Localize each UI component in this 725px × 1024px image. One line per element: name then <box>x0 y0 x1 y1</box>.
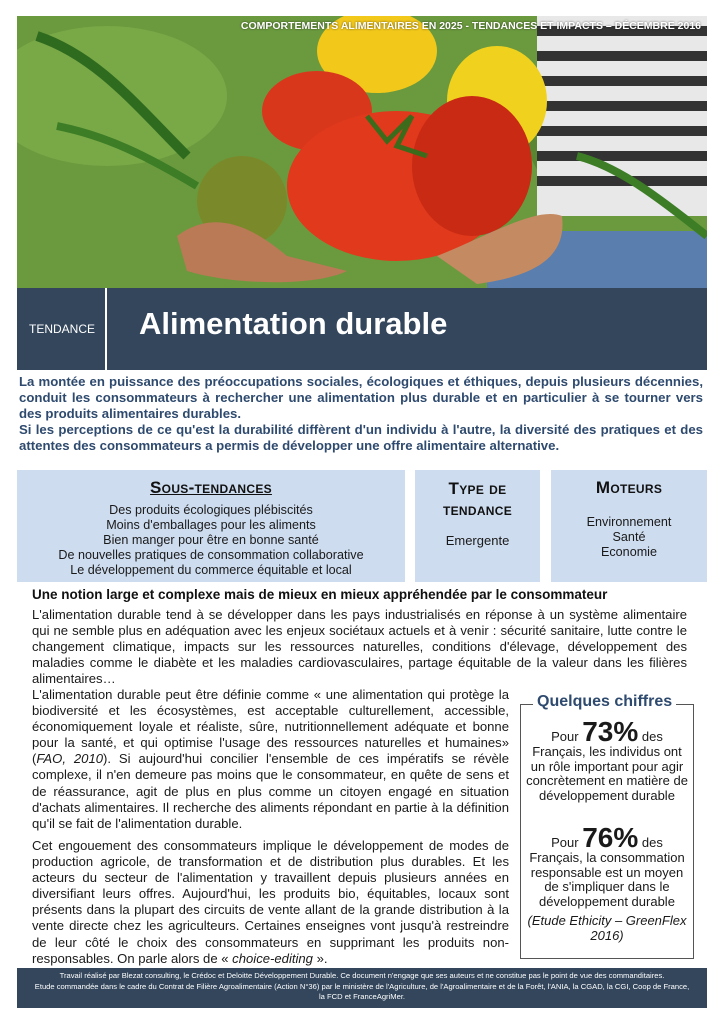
type-tendance-box <box>415 470 540 582</box>
section-heading: Une notion large et complexe mais de mieux en mieux appréhendée par le consommateur <box>32 587 608 602</box>
running-header: COMPORTEMENTS ALIMENTAIRES EN 2025 - TENDANCES ET IMPACTS – DÉCEMBRE 2016 <box>240 20 701 32</box>
key-figures-source: (Etude Ethicity – GreenFlex 2016) <box>527 913 687 943</box>
category-label: TENDANCE <box>29 322 96 336</box>
article-paragraph-3-text-b: ». <box>312 950 328 966</box>
article-paragraph-3-text-a: Cet engouement des consommateurs implique le développement de modes de production agricole, de transformation et de distribution plus durables. Et les acteurs du secteur de l'alimentation y travaillent depuis plusieurs années en diversifiant leurs offres. Aujourd'hui, les produits bio, équitables, locaux sont présents dans la plupart des circuits de vente allant de la grande distribution à la vente directe chez les agriculteurs. Certaines enseignes vont jusqu'à restreindre de leur côté le choix des consommateurs en supprimant les produits non-responsables. On parle alors de « <box>32 838 509 966</box>
key-figures-title: Quelques chiffres <box>533 693 676 711</box>
intro-paragraph-2: Si les perceptions de ce qu'est la durabilité diffèrent d'un individu à l'autre, la diversité des pratiques et des attentes des consommateurs a permis de développer une offre alimentaire alternative. <box>19 422 703 453</box>
title-bar <box>17 288 707 370</box>
intro-paragraph-1: La montée en puissance des préoccupations sociales, écologiques et éthiques, depuis plusieurs décennies, conduit les consommateurs à rechercher une alimentation plus durable et en particulier à se tourner vers des produits alimentaires durables. <box>19 374 703 421</box>
hero-photo <box>17 16 707 288</box>
tomatoes-illustration <box>17 16 707 288</box>
footer-line-1: Travail réalisé par Blezat consulting, le Crédoc et Deloitte Développement Durable. Ce document n'engage que ses auteurs et ne constitue pas le point de vue des commanditaires. <box>59 971 665 980</box>
key-figure-2 <box>525 822 689 909</box>
title-divider <box>105 288 107 370</box>
page-title: Alimentation durable <box>139 306 448 341</box>
moteurs-box <box>551 470 707 582</box>
type-tendance-title <box>415 478 540 520</box>
choice-editing-term: choice-editing <box>232 950 313 966</box>
footer-line-2: Etude commandée dans le cadre du Contrat de Filière Agroalimentaire (Action N°36) par le ministère de l'Agriculture, de l'Agroalimentaire et de la Forêt, l'ANIA, la CGAD, la CGI, Coop de France, <box>34 981 690 991</box>
sous-tendance-item: Bien manger pour être en bonne santé <box>103 533 319 547</box>
article-paragraph-2-text-a: L'alimentation durable peut être définie comme « une alimentation qui protège la biodiversité et les écosystèmes, est acceptable culturellement, accessible, économiquement loyale et réaliste, sûre, nutritionnellement adéquate et bonne pour la santé, et qui optimise l'usage des ressources naturelles et humaines» ( <box>32 687 509 767</box>
sous-tendance-item: Le développement du commerce équitable et local <box>70 563 352 577</box>
sous-tendances-box <box>17 470 405 582</box>
article-paragraph-1: L'alimentation durable tend à se développer dans les pays industrialisés en réponse à un système alimentaire qui ne semble plus en adéquation avec les enjeux sociétaux actuels et à venir : sécurité sanitaire, lutte contre le changement climatique, impacts sur les ressources naturelles, conditions d'élevage, développement des maladies comme le diabète et les maladies cardiovasculaires, partage équitable de la valeur dans les filières alimentaires… <box>32 607 687 687</box>
sous-tendance-item: Des produits écologiques plébiscités <box>109 503 313 517</box>
key-figure-2-value: 76% <box>582 822 639 853</box>
sous-tendances-list <box>17 503 405 578</box>
intro <box>19 374 703 454</box>
moteurs-title: Moteurs <box>595 478 663 497</box>
moteurs-list <box>551 515 707 560</box>
footer-line-3: la FCD et FranceAgriMer. <box>318 992 406 1001</box>
key-figures-box <box>520 693 694 959</box>
sous-tendance-item: De nouvelles pratiques de consommation collaborative <box>58 548 364 562</box>
key-figure-2-text: des Français, la consommation responsable est un moyen de s'impliquer dans le développement durable <box>529 835 685 909</box>
article-paragraph-2 <box>32 687 509 832</box>
type-tendance-title-line2: tendance <box>442 500 513 519</box>
type-tendance-title-line1: Type de <box>448 479 507 498</box>
footer <box>17 968 707 1008</box>
key-figure-1-prefix: Pour <box>551 729 583 744</box>
key-figure-1-value: 73% <box>582 716 639 747</box>
key-figure-1-text: des Français, les individus ont un rôle important pour agir concrètement en matière de développement durable <box>526 729 688 803</box>
moteur-item: Environnement <box>586 515 672 529</box>
type-tendance-value: Emergente <box>445 533 510 548</box>
citation: FAO, 2010 <box>36 751 104 767</box>
sous-tendances-title: Sous-tendances <box>150 478 272 497</box>
page <box>17 16 707 1008</box>
key-figure-2-prefix: Pour <box>551 835 583 850</box>
key-figure-1 <box>525 716 689 803</box>
sous-tendance-item: Moins d'emballages pour les aliments <box>106 518 316 532</box>
moteur-item: Economie <box>600 545 657 559</box>
moteur-item: Santé <box>612 530 646 544</box>
article-paragraph-3 <box>32 838 509 967</box>
article-paragraph-2-text-b: ). Si aujourd'hui concilier l'ensemble de ces impératifs se révèle complexe, il n'en demeure pas moins que le consommateur, en quête de sens et de réassurance, agit de plus en plus comme un citoyen engagé en situation d'achats alimentaires. Il recherche des aliments répondant en partie à la définition qu'il se fait de l'alimentation durable. <box>32 751 509 831</box>
